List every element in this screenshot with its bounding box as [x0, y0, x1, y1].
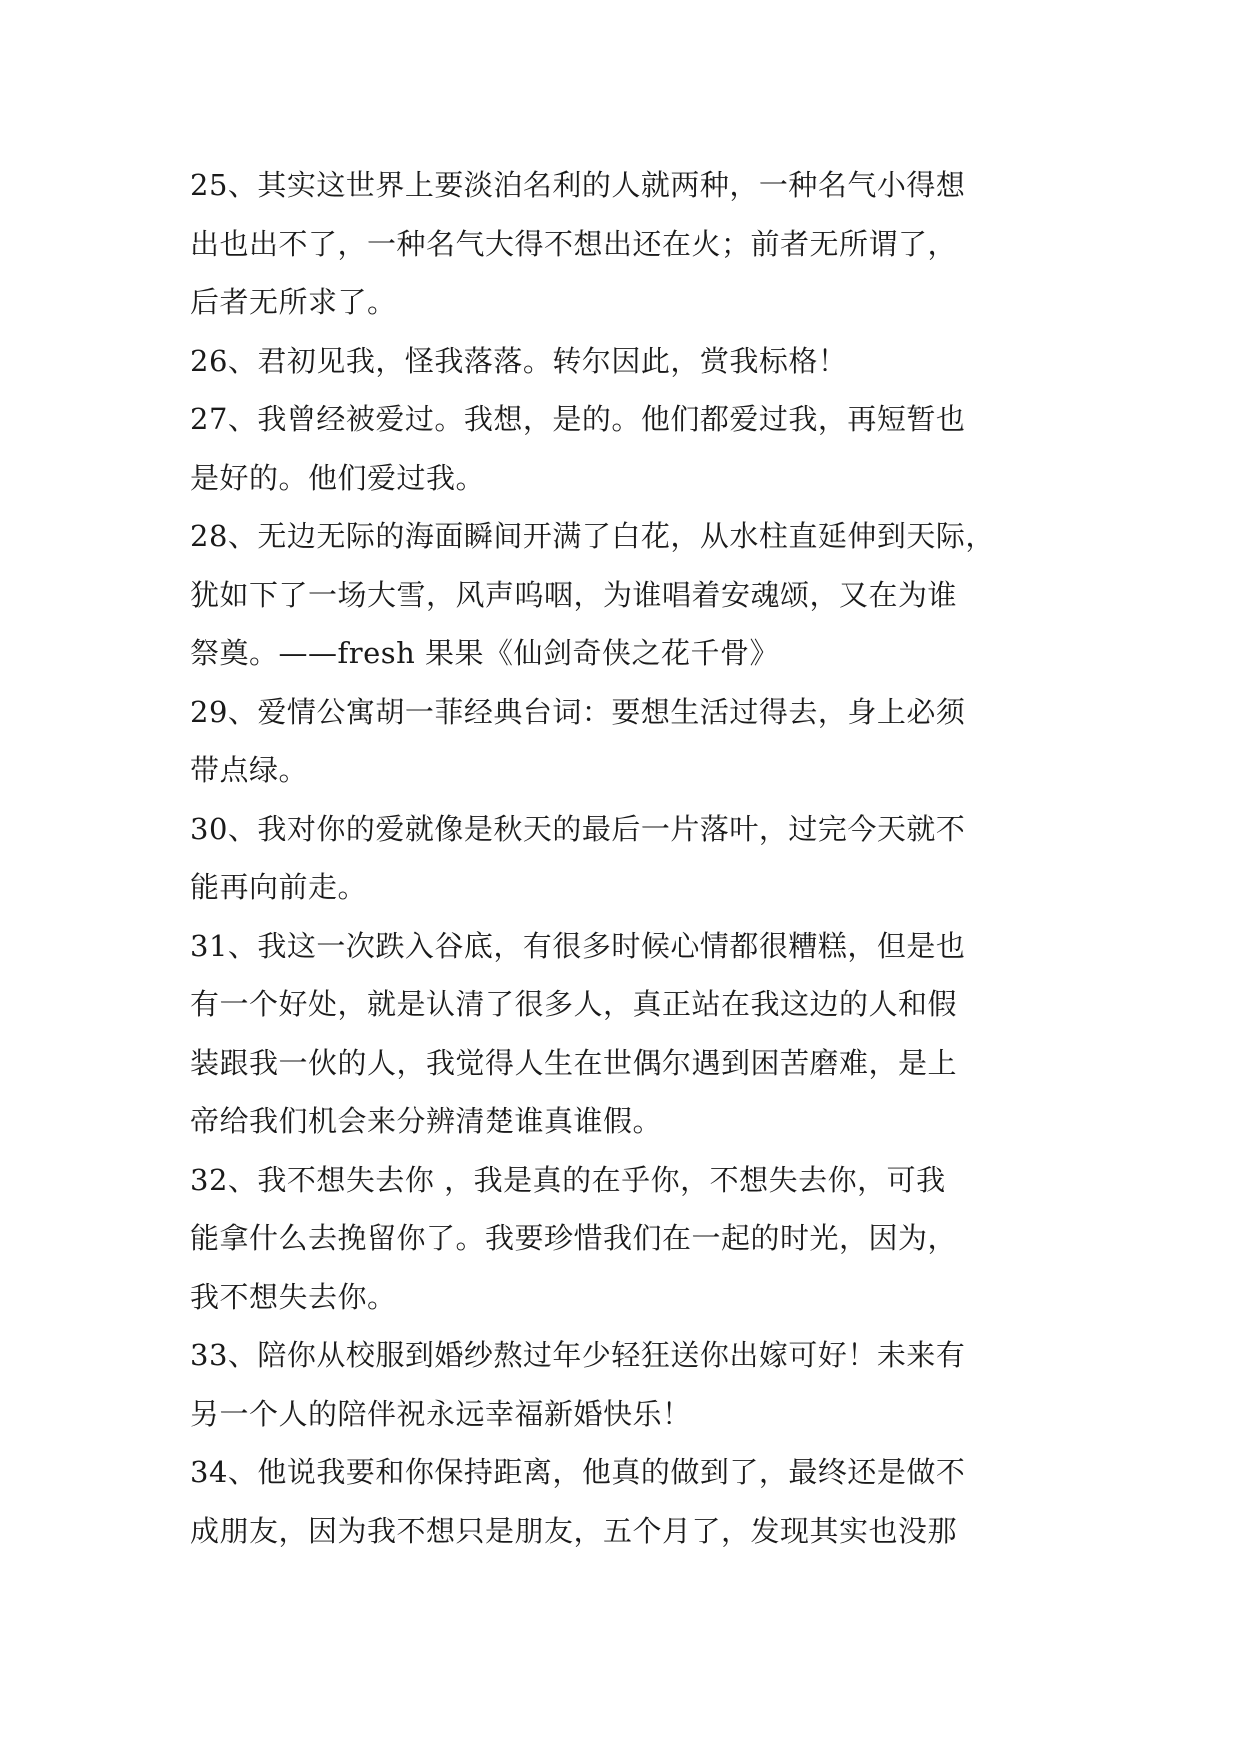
text-line: 祭奠。——fresh 果果《仙剑奇侠之花千骨》: [190, 636, 780, 670]
text-line: 后者无所求了。: [190, 285, 397, 319]
text-line: 26、君初见我，怪我落落。转尔因此，赏我标格！: [190, 343, 848, 378]
text-line: 34、他说我要和你保持距离，他真的做到了，最终还是做不: [190, 1455, 966, 1489]
text-line: 29、爱情公寓胡一菲经典台词：要想生活过得去，身上必须: [190, 694, 966, 729]
text-line: 成朋友，因为我不想只是朋友，五个月了，发现其实也没那: [190, 1513, 958, 1548]
text-line: 我不想失去你。: [190, 1279, 397, 1314]
text-line: 能再向前走。: [190, 870, 368, 904]
text-line: 30、我对你的爱就像是秋天的最后一片落叶，过完今天就不: [190, 811, 966, 846]
text-line: 28、无边无际的海面瞬间开满了白花，从水柱直延伸到天际，: [190, 519, 995, 553]
text-line: 装跟我一伙的人，我觉得人生在世偶尔遇到困苦磨难，是上: [190, 1045, 958, 1080]
text-line: 出也出不了，一种名气大得不想出还在火；前者无所谓了，: [190, 226, 958, 261]
text-line: 32、我不想失去你 ，我是真的在乎你，不想失去你，可我: [190, 1162, 946, 1197]
text-line: 25、其实这世界上要淡泊名利的人就两种，一种名气小得想: [190, 168, 966, 202]
text-line: 带点绿。: [190, 753, 309, 787]
text-line: 能拿什么去挽留你了。我要珍惜我们在一起的时光，因为，: [190, 1221, 958, 1255]
text-line: 是好的。他们爱过我。: [190, 460, 486, 495]
text-line: 27、我曾经被爱过。我想，是的。他们都爱过我，再短暂也: [190, 402, 966, 436]
text-line: 31、我这一次跌入谷底，有很多时候心情都很糟糕，但是也: [190, 928, 966, 963]
text-line: 有一个好处，就是认清了很多人，真正站在我这边的人和假: [190, 987, 958, 1021]
text-line: 犹如下了一场大雪，风声呜咽，为谁唱着安魂颂，又在为谁: [190, 577, 958, 612]
text-line: 33、陪你从校服到婚纱熬过年少轻狂送你出嫁可好！未来有: [190, 1338, 966, 1372]
document-body: [190, 156, 1066, 1560]
text-line: 另一个人的陪伴祝永远幸福新婚快乐！: [190, 1396, 692, 1431]
text-line: 帝给我们机会来分辨清楚谁真谁假。: [190, 1104, 663, 1138]
